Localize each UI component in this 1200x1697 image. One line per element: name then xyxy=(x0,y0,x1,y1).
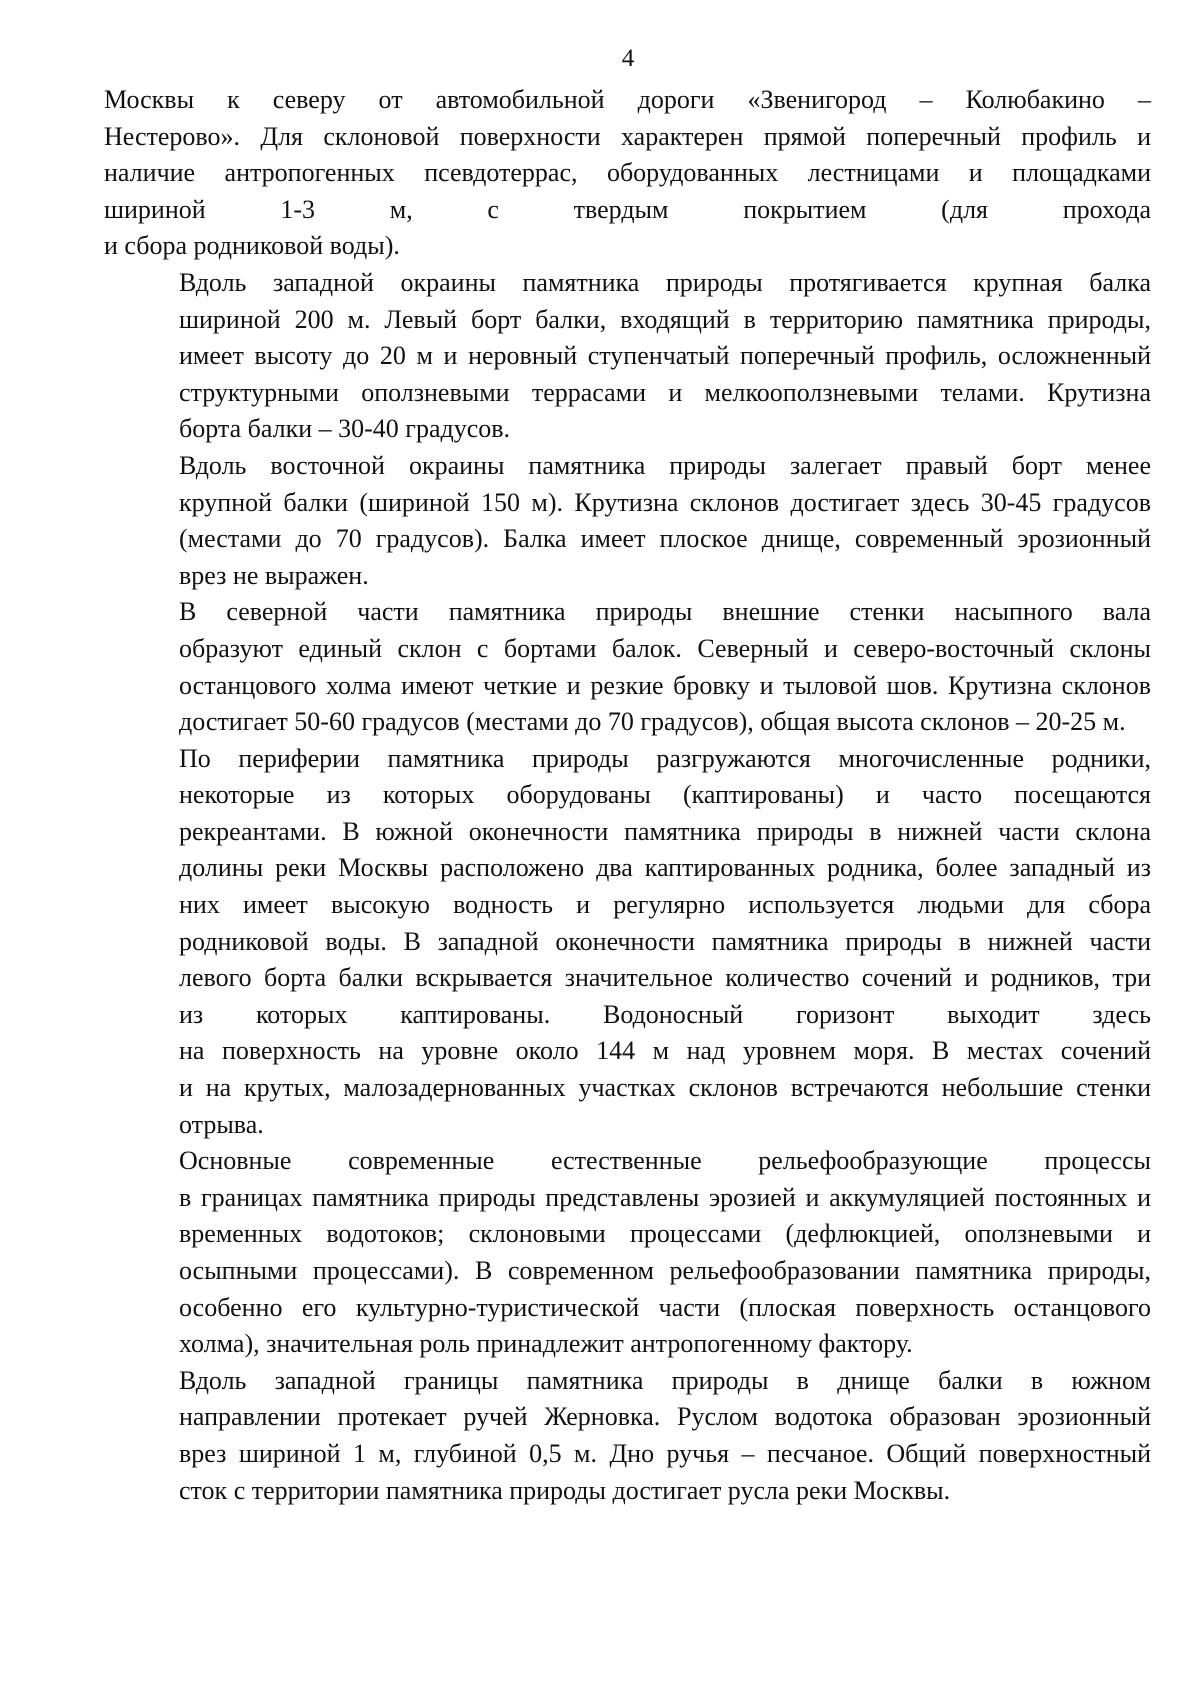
text-line: Вдоль западной границы памятника природы в днище балки в южном xyxy=(179,1365,1151,1395)
text-line: рекреантами. В южной оконечности памятника природы в нижней части склона xyxy=(179,816,1151,846)
text-line: них имеет высокую водность и регулярно используется людьми для сбора xyxy=(179,890,1151,920)
text-line: врез шириной 1 м, глубиной 0,5 м. Дно ручья – песчаное. Общий поверхностный xyxy=(179,1438,1151,1468)
document-body xyxy=(104,82,1151,1509)
paragraph xyxy=(104,1143,1151,1363)
text-line: сток с территории памятника природы достигает русла реки Москвы. xyxy=(179,1475,951,1505)
text-line: останцового холма имеют четкие и резкие бровку и тыловой шов. Крутизна склонов xyxy=(179,670,1151,700)
paragraph xyxy=(104,265,1151,448)
text-line: особенно его культурно-туристической части (плоская поверхность останцового xyxy=(179,1292,1151,1322)
text-line: и сбора родниковой воды). xyxy=(104,231,400,261)
text-line: достигает 50-60 градусов (местами до 70 градусов), общая высота склонов – 20-25 м. xyxy=(179,707,1126,737)
text-line: долины реки Москвы расположено два каптированных родника, более западный из xyxy=(179,853,1151,883)
text-line: образуют единый склон с бортами балок. Северный и северо-восточный склоны xyxy=(179,633,1151,663)
text-line: из которых каптированы. Водоносный горизонт выходит здесь xyxy=(179,999,1151,1029)
text-line: родниковой воды. В западной оконечности памятника природы в нижней части xyxy=(179,926,1151,956)
text-line: Вдоль западной окраины памятника природы протягивается крупная балка xyxy=(179,267,1151,297)
paragraph xyxy=(104,594,1151,740)
text-line: наличие антропогенных псевдотеррас, оборудованных лестницами и площадками xyxy=(104,158,1151,188)
text-line: временных водотоков; склоновыми процессами (дефлюкцией, оползневыми и xyxy=(179,1219,1151,1249)
paragraph xyxy=(104,1363,1151,1509)
text-line: структурными оползневыми террасами и мелкооползневыми телами. Крутизна xyxy=(179,377,1151,407)
text-line: левого борта балки вскрывается значительное количество сочений и родников, три xyxy=(179,963,1151,993)
text-line: (местами до 70 градусов). Балка имеет плоское днище, современный эрозионный xyxy=(179,524,1151,554)
text-line: осыпными процессами). В современном рельефообразовании памятника природы, xyxy=(179,1256,1151,1285)
paragraph xyxy=(104,741,1151,1144)
text-line: направлении протекает ручей Жерновка. Руслом водотока образован эрозионный xyxy=(179,1402,1151,1432)
text-line: Нестерово». Для склоновой поверхности характерен прямой поперечный профиль и xyxy=(104,121,1151,151)
page-number: 4 xyxy=(621,45,635,72)
text-line: Москвы к северу от автомобильной дороги «Звенигород – Колюбакино – xyxy=(104,85,1151,114)
text-line: холма), значительная роль принадлежит антропогенному фактору. xyxy=(179,1329,913,1359)
text-line: и на крутых, малозадернованных участках склонов встречаются небольшие стенки xyxy=(179,1073,1151,1103)
text-line: крупной балки (шириной 150 м). Крутизна склонов достигает здесь 30-45 градусов xyxy=(179,487,1151,517)
paragraph xyxy=(104,448,1151,594)
text-line: шириной 200 м. Левый борт балки, входящий в территорию памятника природы, xyxy=(179,304,1151,334)
text-line: врез не выражен. xyxy=(179,560,369,590)
text-line: борта балки – 30-40 градусов. xyxy=(179,414,511,444)
paragraph xyxy=(104,82,1151,265)
text-line: в границах памятника природы представлены эрозией и аккумуляцией постоянных и xyxy=(179,1182,1151,1212)
text-line: Вдоль восточной окраины памятника природы залегает правый борт менее xyxy=(179,450,1151,480)
text-line: на поверхность на уровне около 144 м над уровнем моря. В местах сочений xyxy=(179,1036,1151,1066)
text-line: некоторые из которых оборудованы (каптированы) и часто посещаются xyxy=(179,780,1151,810)
text-line: шириной 1-3 м, с твердым покрытием (для прохода xyxy=(104,194,1151,224)
text-line: В северной части памятника природы внешние стенки насыпного вала xyxy=(179,597,1151,627)
text-line: отрыва. xyxy=(179,1109,264,1139)
text-line: Основные современные естественные рельефообразующие процессы xyxy=(179,1146,1151,1176)
text-line: По периферии памятника природы разгружаются многочисленные родники, xyxy=(179,743,1151,773)
text-line: имеет высоту до 20 м и неровный ступенчатый поперечный профиль, осложненный xyxy=(179,341,1151,371)
